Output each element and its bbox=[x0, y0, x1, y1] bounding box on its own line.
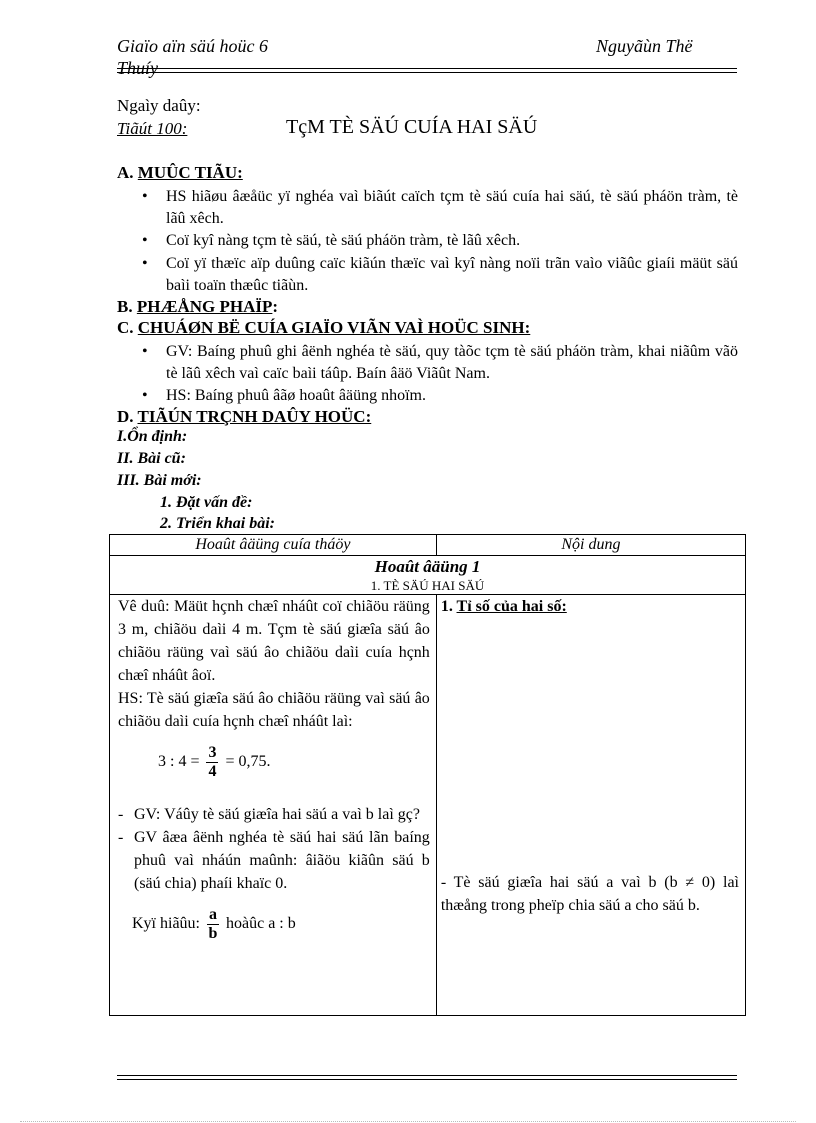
list-item: - GV âæa âënh nghéa tè säú hai säú lãn baíng phuû vaì nháún maûnh: âiãöu kiãûn säú b (säú chia) phaíi khaïc 0. bbox=[118, 829, 430, 892]
header-rule-top bbox=[117, 68, 737, 69]
activity-subtitle: 1. TÈ SÄÚ HAI SÄÚ bbox=[370, 578, 485, 593]
list-item: • GV: Baíng phuû ghi âënh nghéa tè säú, quy tàõc tçm tè säú pháön tràm, khai niãûm vãö tè lãû xêch vaì caïc baìi táûp. Baín âäö Viãût Nam. bbox=[142, 343, 738, 382]
formula: 3 : 4 = $\frac{3}{4}$ = 0,75. bbox=[158, 743, 271, 780]
col-header-content: Nội dung bbox=[436, 535, 745, 556]
item-bai-cu: II. Bài cũ: bbox=[117, 450, 186, 467]
section-b-title: PHÆÅNG PHAÏP bbox=[136, 297, 273, 316]
page-edge-dotted-line bbox=[20, 1121, 796, 1122]
list-item: - GV: Váûy tè säú giæîa hai säú a vaì b laì gç? bbox=[118, 806, 420, 823]
section-c-title: CHUÁØN BË CUÍA GIAÏO VIÃN VAÌ HOÜC SINH: bbox=[137, 318, 531, 337]
bullet-icon: • bbox=[142, 343, 148, 360]
bullet-icon: • bbox=[142, 232, 148, 249]
lesson-title: TçM TÈ SÄÚ CUÍA HAI SÄÚ bbox=[286, 116, 538, 138]
section-d-title: TIÃÚN TRÇNH DAÛY HOÜC: bbox=[137, 407, 372, 426]
list-item: • Coï yï thæïc aïp duûng caïc kiãún thæïc vaì kyî nàng noïi trãn vaìo viãûc giaíi mäüt säú baìi toaïn thæûc tiãùn. bbox=[142, 255, 738, 294]
content-heading: 1. Tỉ số của hai số: bbox=[440, 598, 567, 615]
list-item: • HS hiãøu âæåüc yï nghéa vaì biãút caïch tçm tè säú cuía hai säú, tè säú pháön tràm, tè lãû xêch. bbox=[142, 188, 738, 227]
bullet-icon: • bbox=[142, 387, 148, 404]
example-paragraph: Vê duû: Mäüt hçnh chæî nháût coï chiãöu räüng 3 m, chiãöu daìi 4 m. Tçm tè säú giæîa säú âo chiãöu räüng vaì säú âo chiãöu daìi cuía hçnh chæî nháût âoï. bbox=[118, 598, 430, 684]
subitem-dat-van-de: 1. Đặt vấn đề: bbox=[160, 494, 253, 511]
list-item: • HS: Baíng phuû âãø hoaût âäüng nhoïm. bbox=[142, 385, 738, 407]
ngay-day: Ngaìy daûy: bbox=[117, 96, 201, 115]
hs-answer-paragraph: HS: Tè säú giæîa säú âo chiãöu räüng vaì säú âo chiãöu daìi cuía hçnh chæî nháût laì: bbox=[118, 690, 430, 730]
footer-rule-bottom bbox=[117, 1079, 737, 1080]
teacher-activity-cell bbox=[110, 595, 437, 1016]
header-left-line2: Thuíy bbox=[117, 58, 159, 78]
fraction: $\frac{a}{b}$ bbox=[208, 905, 218, 942]
notation: Kyï hiãûu: $\frac{a}{b}$ hoàûc a : b bbox=[132, 905, 296, 942]
col-header-activity: Hoaût âäüng cuía tháöy bbox=[110, 535, 437, 556]
header-rule-bottom bbox=[117, 72, 737, 73]
item-bai-moi: III. Bài mới: bbox=[117, 472, 202, 489]
activity-header-cell bbox=[110, 556, 746, 595]
tiet-label: Tiãút 100: bbox=[117, 119, 188, 138]
section-a-heading bbox=[117, 163, 243, 183]
footer-rule-top bbox=[117, 1075, 737, 1076]
lesson-table bbox=[109, 534, 746, 1016]
section-a-title: MUÛC TIÃU: bbox=[137, 163, 243, 182]
header-right: Nguyãùn Thë bbox=[596, 36, 693, 56]
header-left-line1: Giaïo aïn säú hoüc 6 bbox=[117, 36, 268, 56]
list-item: • Coï kyî nàng tçm tè säú, tè säú pháön tràm, tè lãû xêch. bbox=[142, 230, 738, 252]
definition-text: - Tè säú giæîa hai säú a vaì b (b ≠ 0) laì thæång trong pheïp chia säú a cho säú b. bbox=[440, 874, 739, 914]
section-d-heading: D. TIÃÚN TRÇNH DAÛY HOÜC: bbox=[117, 407, 372, 426]
fraction: $\frac{3}{4}$ bbox=[208, 743, 217, 780]
bullet-icon: • bbox=[142, 255, 148, 272]
section-b-heading: B. PHÆÅNG PHAÏP: bbox=[117, 297, 279, 316]
subitem-trien-khai: 2. Triển khai bài: bbox=[160, 515, 275, 532]
bullet-icon: • bbox=[142, 188, 148, 205]
item-on-dinh: I.Ổn định: bbox=[117, 428, 188, 445]
section-c-heading: C. CHUÁØN BË CUÍA GIAÏO VIÃN VAÌ HOÜC SINH: bbox=[117, 318, 531, 337]
section-a-prefix: A. bbox=[117, 163, 134, 182]
content-cell bbox=[436, 595, 745, 1016]
activity-title: Hoaût âäüng 1 bbox=[374, 557, 481, 576]
